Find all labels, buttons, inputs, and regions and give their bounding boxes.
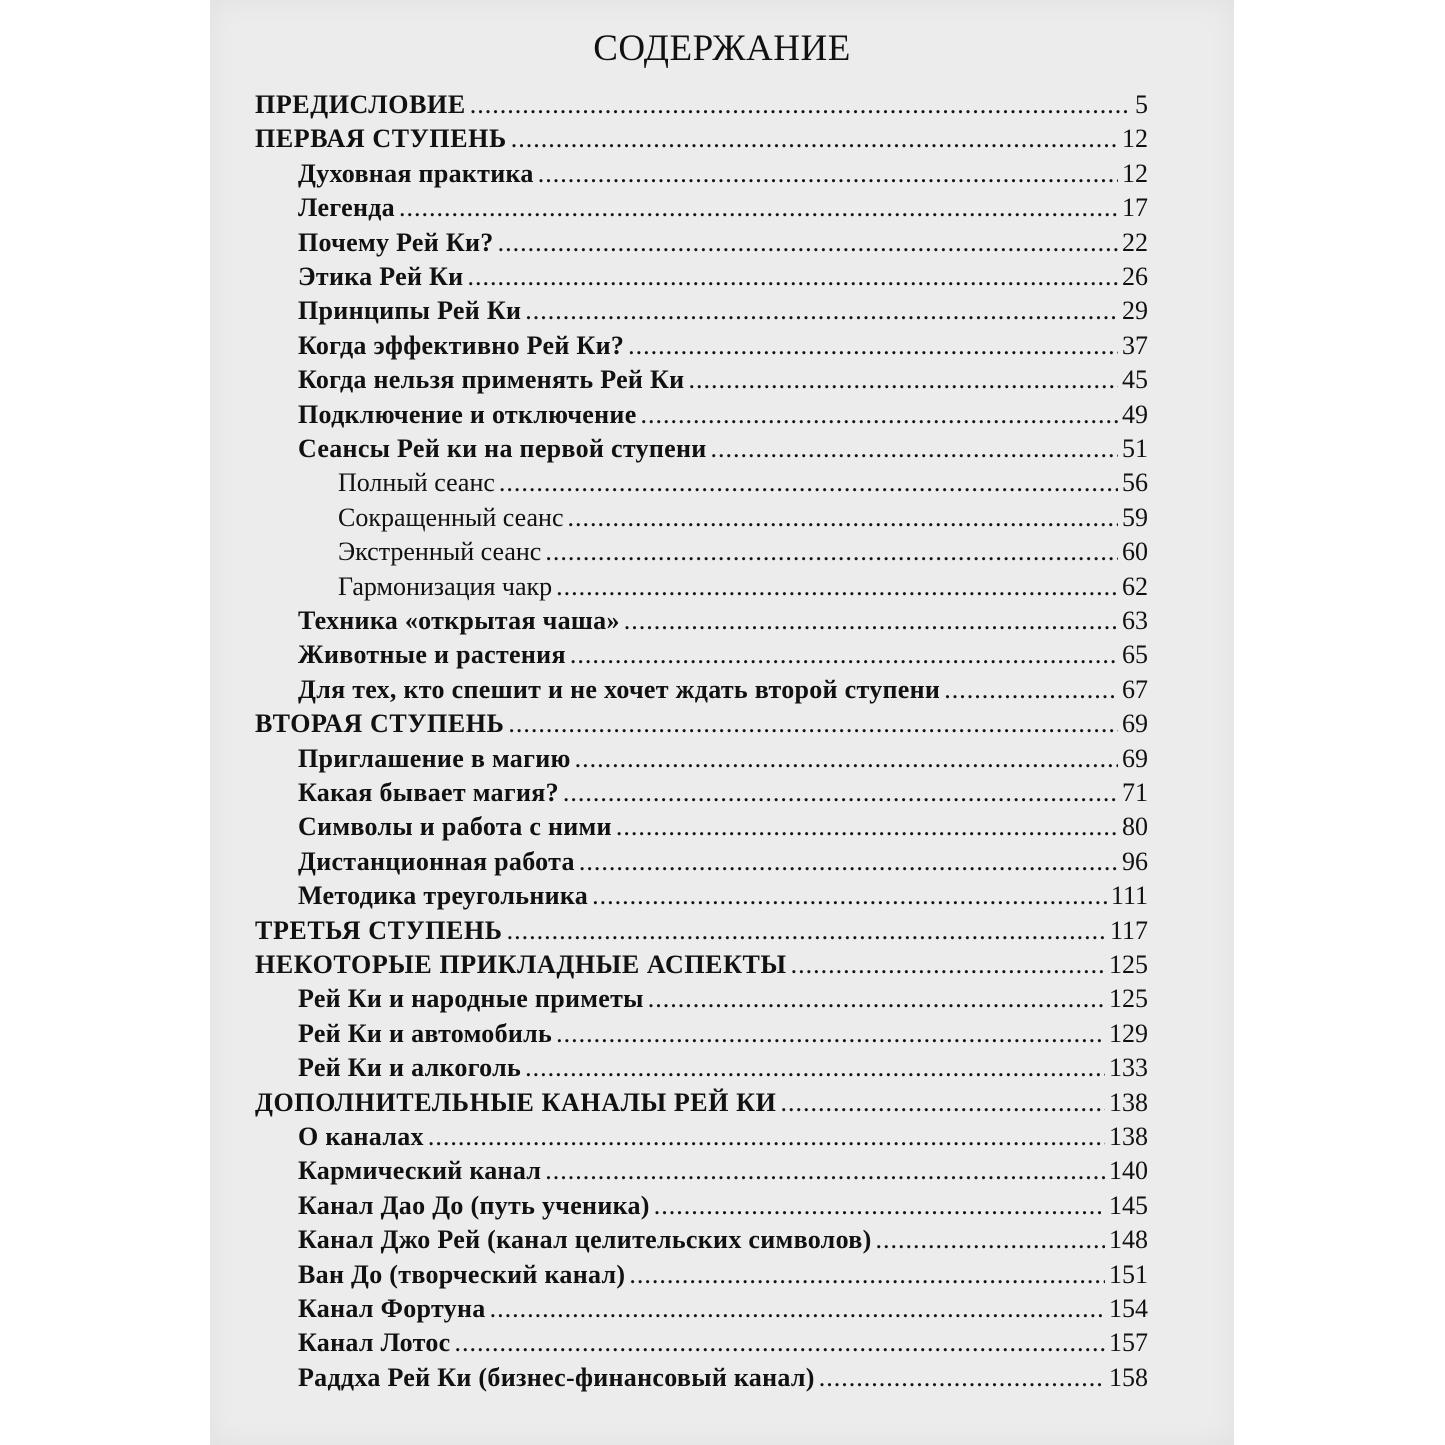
toc-page-number: 125 [1109,984,1148,1014]
toc-dot-leader [556,1017,1105,1051]
toc-chapter-entry [298,879,1148,913]
toc-section-entry [255,707,1148,741]
toc-page-number: 96 [1122,846,1148,876]
toc-dot-leader [780,1086,1105,1120]
toc-chapter-entry [298,845,1148,879]
toc-chapter-entry [298,329,1148,363]
toc-page-number: 154 [1109,1294,1148,1323]
toc-entry-title: Рей Ки и алкоголь [298,1053,522,1083]
toc-entry-title: Легенда [298,193,395,223]
toc-entry-title: Полный сеанс [338,468,495,498]
toc-chapter-entry [298,1258,1148,1292]
toc-chapter-entry [298,604,1148,638]
toc-page-number: 158 [1109,1362,1148,1392]
toc-dot-leader [819,1361,1105,1395]
toc-page-number: 60 [1122,537,1148,567]
toc-dot-leader [428,1120,1105,1154]
toc-dot-leader [525,1051,1105,1085]
toc-page-number: 145 [1109,1190,1148,1220]
toc-dot-leader [545,1154,1105,1188]
toc-page-number: 17 [1122,193,1148,223]
toc-entry-title: Сокращенный сеанс [338,502,564,532]
toc-page-number: 59 [1122,502,1148,532]
toc-chapter-entry [298,1326,1148,1360]
toc-chapter-entry [298,1292,1148,1326]
toc-chapter-entry [298,1189,1148,1223]
toc-dot-leader [525,294,1118,328]
toc-dot-leader [499,466,1118,500]
toc-page-number: 37 [1122,330,1148,360]
toc-chapter-entry [298,1051,1148,1085]
toc-dot-leader [399,191,1118,225]
toc-dot-leader [579,845,1118,879]
toc-dot-leader [507,914,1106,948]
toc-chapter-entry [298,982,1148,1016]
toc-page-number: 111 [1110,881,1148,911]
toc-dot-leader [575,742,1118,776]
toc-page-number: 71 [1122,778,1148,807]
toc-entry-title: ПЕРВАЯ СТУПЕНЬ [255,124,507,154]
toc-entry-title: Экстренный сеанс [338,537,542,567]
toc-chapter-entry [298,363,1148,397]
toc-entry-title: Канал Лотос [298,1328,451,1358]
toc-entry-title: Гармонизация чакр [338,571,553,601]
toc-page-number: 22 [1122,227,1148,257]
toc-chapter-entry [298,226,1148,260]
toc-entry-title: О каналах [298,1122,424,1151]
toc-dot-leader [545,535,1118,569]
toc-page-number: 140 [1109,1156,1148,1186]
toc-chapter-entry [298,398,1148,432]
toc-page-number: 148 [1109,1225,1148,1255]
toc-chapter-entry [298,191,1148,225]
toc-page-number: 151 [1109,1259,1148,1289]
toc-dot-leader [508,707,1118,741]
toc-chapter-entry [298,1120,1148,1154]
toc-dot-leader [570,638,1118,672]
toc-chapter-entry [298,1017,1148,1051]
toc-page-number: 65 [1122,640,1148,670]
toc-subchapter-entry [338,466,1148,500]
book-page [210,0,1234,1445]
toc-chapter-entry [298,294,1148,328]
toc-dot-leader [876,1223,1105,1257]
toc-entry-title: Когда нельзя применять Рей Ки [298,365,685,395]
toc-entry-title: Сеансы Рей ки на первой ступени [298,434,707,463]
toc-chapter-entry [298,1154,1148,1188]
toc-page-number: 117 [1109,915,1148,945]
toc-page-number: 138 [1109,1122,1148,1151]
toc-entry-title: Принципы Рей Ки [298,296,522,326]
toc-entry-title: Канал Джо Рей (канал целительских символов) [298,1225,872,1255]
toc-dot-leader [538,157,1118,191]
toc-entry-title: Для тех, кто спешит и не хочет ждать второй ступени [298,674,941,704]
toc-dot-leader [628,329,1118,363]
toc-entry-title: Ван До (творческий канал) [298,1259,626,1289]
toc-subchapter-entry [338,535,1148,569]
toc-page-number: 51 [1122,434,1148,463]
toc-dot-leader [791,948,1105,982]
toc-chapter-entry [298,1361,1148,1395]
toc-dot-leader [470,88,1131,122]
toc-dot-leader [629,1258,1105,1292]
toc-page-number: 5 [1135,90,1148,119]
toc-entry-title: ТРЕТЬЯ СТУПЕНЬ [255,915,503,945]
toc-chapter-entry [298,673,1148,707]
toc-chapter-entry [298,1223,1148,1257]
toc-section-entry [255,88,1148,122]
toc-entry-title: Какая бывает магия? [298,778,559,807]
toc-page-number: 12 [1122,124,1148,154]
toc-page-number: 133 [1109,1053,1148,1083]
toc-dot-leader [454,1326,1105,1360]
toc-subchapter-entry [338,570,1148,604]
toc-page-number: 69 [1122,709,1148,739]
toc-dot-leader [498,226,1118,260]
toc-chapter-entry [298,742,1148,776]
toc-dot-leader [944,673,1118,707]
toc-dot-leader [624,604,1118,638]
toc-chapter-entry [298,432,1148,466]
toc-entry-title: Когда эффективно Рей Ки? [298,330,625,360]
toc-entry-title: ДОПОЛНИТЕЛЬНЫЕ КАНАЛЫ РЕЙ КИ [255,1087,777,1117]
toc-chapter-entry [298,638,1148,672]
page-title: СОДЕРЖАНИЕ [593,28,851,69]
toc-entry-title: Символы и работа с ними [298,812,612,842]
toc-page-number: 29 [1122,296,1148,326]
toc-entry-title: Рей Ки и автомобиль [298,1018,553,1048]
toc-dot-leader [511,122,1118,156]
toc-entry-title: ПРЕДИСЛОВИЕ [255,90,466,119]
toc-page-number: 45 [1122,365,1148,395]
toc-dot-leader [563,776,1118,810]
toc-page-number: 125 [1109,950,1148,979]
toc-entry-title: Методика треугольника [298,881,589,911]
toc-entry-title: Духовная практика [298,158,534,188]
toc-entry-title: Почему Рей Ки? [298,227,494,257]
toc-entry-title: Подключение и отключение [298,399,637,429]
toc-dot-leader [654,1189,1105,1223]
toc-page-number: 49 [1122,399,1148,429]
toc-page-number: 56 [1122,468,1148,498]
toc-dot-leader [556,570,1118,604]
toc-page-number: 62 [1122,571,1148,601]
toc-entry-title: Техника «открытая чаша» [298,606,620,635]
toc-page-number: 12 [1122,158,1148,188]
toc-page-number: 69 [1122,743,1148,773]
toc-entry-title: Раддха Рей Ки (бизнес-финансовый канал) [298,1362,815,1392]
toc-entry-title: ВТОРАЯ СТУПЕНЬ [255,709,505,739]
toc-chapter-entry [298,776,1148,810]
toc-chapter-entry [298,157,1148,191]
toc-dot-leader [467,260,1118,294]
toc-dot-leader [568,501,1119,535]
toc-page-number: 80 [1122,812,1148,842]
toc-section-entry [255,948,1148,982]
toc-dot-leader [711,432,1118,466]
toc-entry-title: Кармический канал [298,1156,542,1186]
toc-section-entry [255,914,1148,948]
toc-dot-leader [616,810,1118,844]
toc-dot-leader [648,982,1105,1016]
toc-page-number: 138 [1109,1087,1148,1117]
toc-entry-title: Канал Дао До (путь ученика) [298,1190,650,1220]
toc-dot-leader [592,879,1107,913]
toc-entry-title: Рей Ки и народные приметы [298,984,644,1014]
toc-dot-leader [688,363,1118,397]
toc-page-number: 63 [1122,606,1148,635]
toc-section-entry [255,122,1148,156]
toc-entry-title: НЕКОТОРЫЕ ПРИКЛАДНЫЕ АСПЕКТЫ [255,950,787,979]
toc-page-number: 129 [1109,1018,1148,1048]
toc-page-number: 67 [1122,674,1148,704]
toc-entry-title: Этика Рей Ки [298,262,464,291]
toc-chapter-entry [298,260,1148,294]
toc-page-number: 157 [1109,1328,1148,1358]
toc-page-number: 26 [1122,262,1148,291]
toc-entry-title: Приглашение в магию [298,743,571,773]
toc-section-entry [255,1086,1148,1120]
toc-entry-title: Канал Фортуна [298,1294,486,1323]
toc-dot-leader [490,1292,1105,1326]
toc-dot-leader [641,398,1118,432]
toc-subchapter-entry [338,501,1148,535]
toc-chapter-entry [298,810,1148,844]
toc-entry-title: Дистанционная работа [298,846,575,876]
toc-entry-title: Животные и растения [298,640,566,670]
